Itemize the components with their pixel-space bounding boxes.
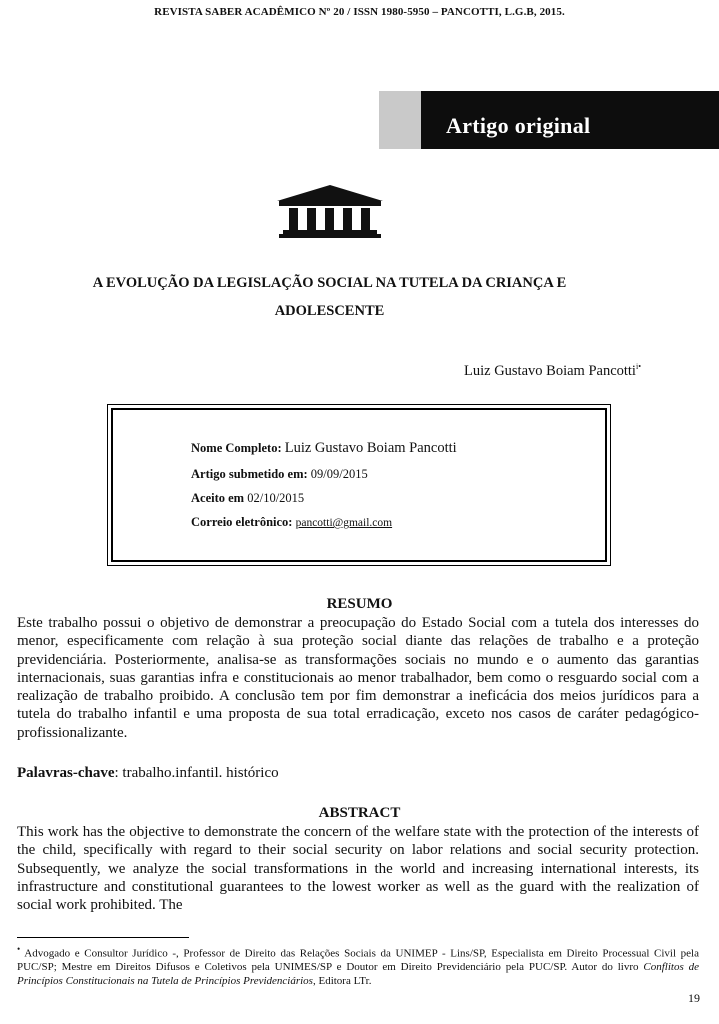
keywords-line: [17, 765, 279, 782]
abstract-text: This work has the objective to demonstrate the concern of the welfare state with the protection of the interests of the child, specifically with regard to their social security on labor relations and social security protection. Subsequently, we analyze the social transformations in the world and increasing international interests, its infrastructure and constitutional guarantees to the lowest worker as well as the guard with the realization of social work prohibited. The: [17, 824, 699, 914]
greek-temple-icon: [275, 183, 385, 239]
submitted-date: 09/09/2015: [310, 467, 368, 481]
running-header: REVISTA SABER ACADÊMICO Nº 20 / ISSN 1980-5950 – PANCOTTI, L.G.B, 2015.: [154, 6, 565, 18]
footnote-publisher: , Editora LTr.: [312, 974, 372, 987]
submission-info-box: [107, 404, 611, 566]
author-footnote-marker[interactable]: i•: [635, 362, 641, 371]
info-full-name: [191, 440, 457, 457]
footnote-text: Advogado e Consultor Jurídico -, Professor de Direito das Relações Sociais da UNIMEP - Lins/SP, Especialista em Direito Processual Civil pela PUC/SP; Mestre em Direitos Difusos e Coletivos pela UNIMES/SP e Doutor em Direito Previdenciário pela PUC/SP. Autor do livro: [17, 947, 699, 974]
info-accepted: [191, 491, 304, 506]
author-byline: [464, 362, 641, 380]
author-name: Luiz Gustavo Boiam Pancotti: [464, 362, 636, 379]
article-title-line-1: A EVOLUÇÃO DA LEGISLAÇÃO SOCIAL NA TUTELA DA CRIANÇA E: [92, 275, 567, 291]
full-name-label: Nome Completo:: [191, 441, 282, 455]
submission-info-box-inner-border: [111, 408, 607, 562]
abstract-heading: ABSTRACT: [318, 805, 401, 821]
info-submitted: [191, 467, 368, 482]
info-email: [191, 515, 392, 530]
resumo-text: Este trabalho possui o objetivo de demonstrar a preocupação do Estado Social com a tutela dos interesses do menor, especificamente com relação à sua proteção social diante das relações de trabalho e a proteção previdenciária. Posteriormente, analisa-se as transformações sociais no mundo e o aumento das garantias internacionais, suas garantias infra e constitucionais ao menor trabalhador, bem como o resguardo social com a realização de trabalho proibido. A conclusão tem por fim demonstrar a ineficácia dos meios jurídicos para a tutela do trabalho infantil e uma proposta de sua total erradicação, exceto nos casos de caráter pedagógico-profissionalizante.: [17, 615, 699, 741]
article-title-line-2: ADOLESCENTE: [274, 303, 385, 319]
full-name-value: Luiz Gustavo Boiam Pancotti: [284, 440, 457, 456]
article-type-label: Artigo original: [446, 113, 591, 138]
resumo-heading: RESUMO: [326, 596, 393, 612]
email-link[interactable]: pancotti@gmail.com: [295, 517, 393, 529]
footnote-book-title: Conflitos de Princípios Constitucionais na Tutela de Princípios Previdenciários: [17, 961, 699, 987]
author-footnote: [17, 943, 699, 988]
footnote-divider: [17, 937, 189, 938]
accepted-label: Aceito em: [191, 491, 245, 505]
banner-accent: [379, 91, 421, 149]
footnote-marker: •: [17, 944, 21, 954]
email-label: Correio eletrônico:: [191, 515, 293, 529]
submitted-label: Artigo submetido em:: [191, 467, 308, 481]
page-number: 19: [688, 991, 700, 1005]
accepted-date: 02/10/2015: [247, 491, 305, 505]
keywords-value: : trabalho.infantil. histórico: [114, 765, 279, 781]
keywords-label: Palavras-chave: [17, 765, 115, 781]
